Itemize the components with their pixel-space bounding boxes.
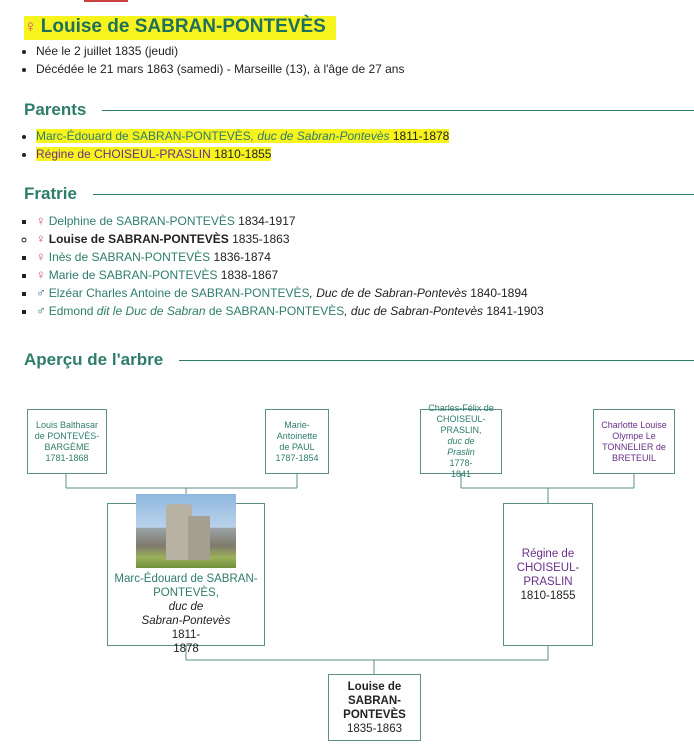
node-dates: 1810-1855 [520,589,576,602]
node-title: Sabran-Pontevès [141,614,231,627]
person-name: Louise de SABRAN-PONTEVÈS [40,16,326,37]
node-line: CHOISEUL- [516,561,580,574]
node-line: Régine de [521,547,575,560]
sibling-dates: 1840-1894 [466,286,528,300]
sibling-surname: de SABRAN-PONTEVÈS [205,304,345,318]
male-icon: ♂ [36,303,46,318]
node-line: Charlotte Louise [601,419,667,430]
node-line: CHOISEUL- [436,414,486,424]
tree-heading-text: Aperçu de l'arbre [24,350,164,369]
node-line: Charles-Félix de [428,403,494,413]
tree-node-self [328,674,421,741]
female-icon: ♀ [36,231,46,246]
sibling-link[interactable]: Elzéar Charles Antoine de SABRAN-PONTEVÈS [48,286,310,300]
node-line: Marc-Édouard de SABRAN- [114,572,258,585]
node-title: Praslin [447,447,475,457]
female-icon: ♀ [24,17,37,36]
node-line: Louis Balthasar [35,419,99,430]
node-dates: 1835-1863 [346,722,402,735]
sibling-title: , duc de Sabran-Pontevès [344,304,483,318]
node-dates: 1781-1868 [45,452,89,463]
father-photo-image [136,494,236,568]
male-icon: ♂ [36,285,46,300]
sibling-nickname: dit le Duc de Sabran [96,304,206,318]
sibling-dates: 1834-1917 [234,214,296,228]
node-line [428,447,494,469]
node-line: Louise de [347,680,402,693]
death-fact: • Décédée le 21 mars 1863 (samedi) - Marseille (13), à l'âge de 27 ans [36,60,404,78]
female-icon: ♀ [36,213,46,228]
tree-node-paternal-grandmother[interactable] [265,409,329,474]
sibling-title: , Duc de de Sabran-Pontevès [309,286,467,300]
tree-node-paternal-grandfather[interactable] [27,409,107,474]
tree-node-father[interactable] [107,503,265,655]
female-icon: ♀ [36,249,46,264]
mother-dates: 1810-1855 [210,147,272,161]
node-text: PRASLIN, [440,425,482,435]
sibling-dates: 1841-1903 [483,304,544,318]
node-line: Antoinette [276,430,318,441]
father-title: , duc de Sabran-Pontevès [250,129,390,143]
sibling-dates: 1838-1867 [217,268,279,282]
tree-node-maternal-grandfather[interactable] [420,403,502,479]
father-dates: 1811-1878 [389,129,450,143]
sibling-firstname: Edmond [48,304,97,318]
node-line: SABRAN- [347,694,401,707]
node-title: duc de [447,436,475,446]
sibling-dates: 1835-1863 [228,232,290,246]
node-line [428,425,494,447]
node-line: PRASLIN [523,575,573,588]
tree-node-mother[interactable] [503,503,593,646]
node-text: 1811- [171,628,201,641]
node-text: 1778- [449,458,473,468]
sibling-link[interactable]: Marie de SABRAN-PONTEVÈS [48,268,218,282]
sibling-link[interactable]: Inès de SABRAN-PONTEVÈS [48,250,211,264]
node-line: de PONTEVÈS- [34,430,100,441]
node-dates: 1841 [450,469,472,479]
node-line: Marie- [284,419,310,430]
mother-link[interactable]: Régine de CHOISEUL-PRASLIN [36,147,211,161]
sibling-link[interactable]: Delphine de SABRAN-PONTEVÈS [48,214,235,228]
sibling-current-name: Louise de SABRAN-PONTEVÈS [48,232,229,246]
father-link[interactable]: Marc-Édouard de SABRAN-PONTEVÈS [36,129,251,143]
node-line: BRETEUIL [611,452,656,463]
node-dates: 1787-1854 [275,452,319,463]
node-line: PONTEVÈS [343,708,406,721]
birth-fact: • Née le 2 juillet 1835 (jeudi) [36,42,404,60]
parents-heading-text: Parents [24,100,87,119]
node-line [114,614,257,642]
node-text: PONTEVÈS, [153,586,219,599]
node-line: TONNELIER de [602,441,666,452]
sibling-dates: 1836-1874 [210,250,271,264]
node-line: BARGÈME [44,441,90,452]
node-line: de PAUL [279,441,315,452]
node-line: Olympe Le [612,430,656,441]
female-icon: ♀ [36,267,46,282]
fratrie-heading-text: Fratrie [24,184,77,203]
node-title: duc de [168,600,204,613]
node-dates: 1878 [173,642,199,655]
tree-node-maternal-grandmother[interactable] [593,409,675,474]
node-line [114,586,257,614]
